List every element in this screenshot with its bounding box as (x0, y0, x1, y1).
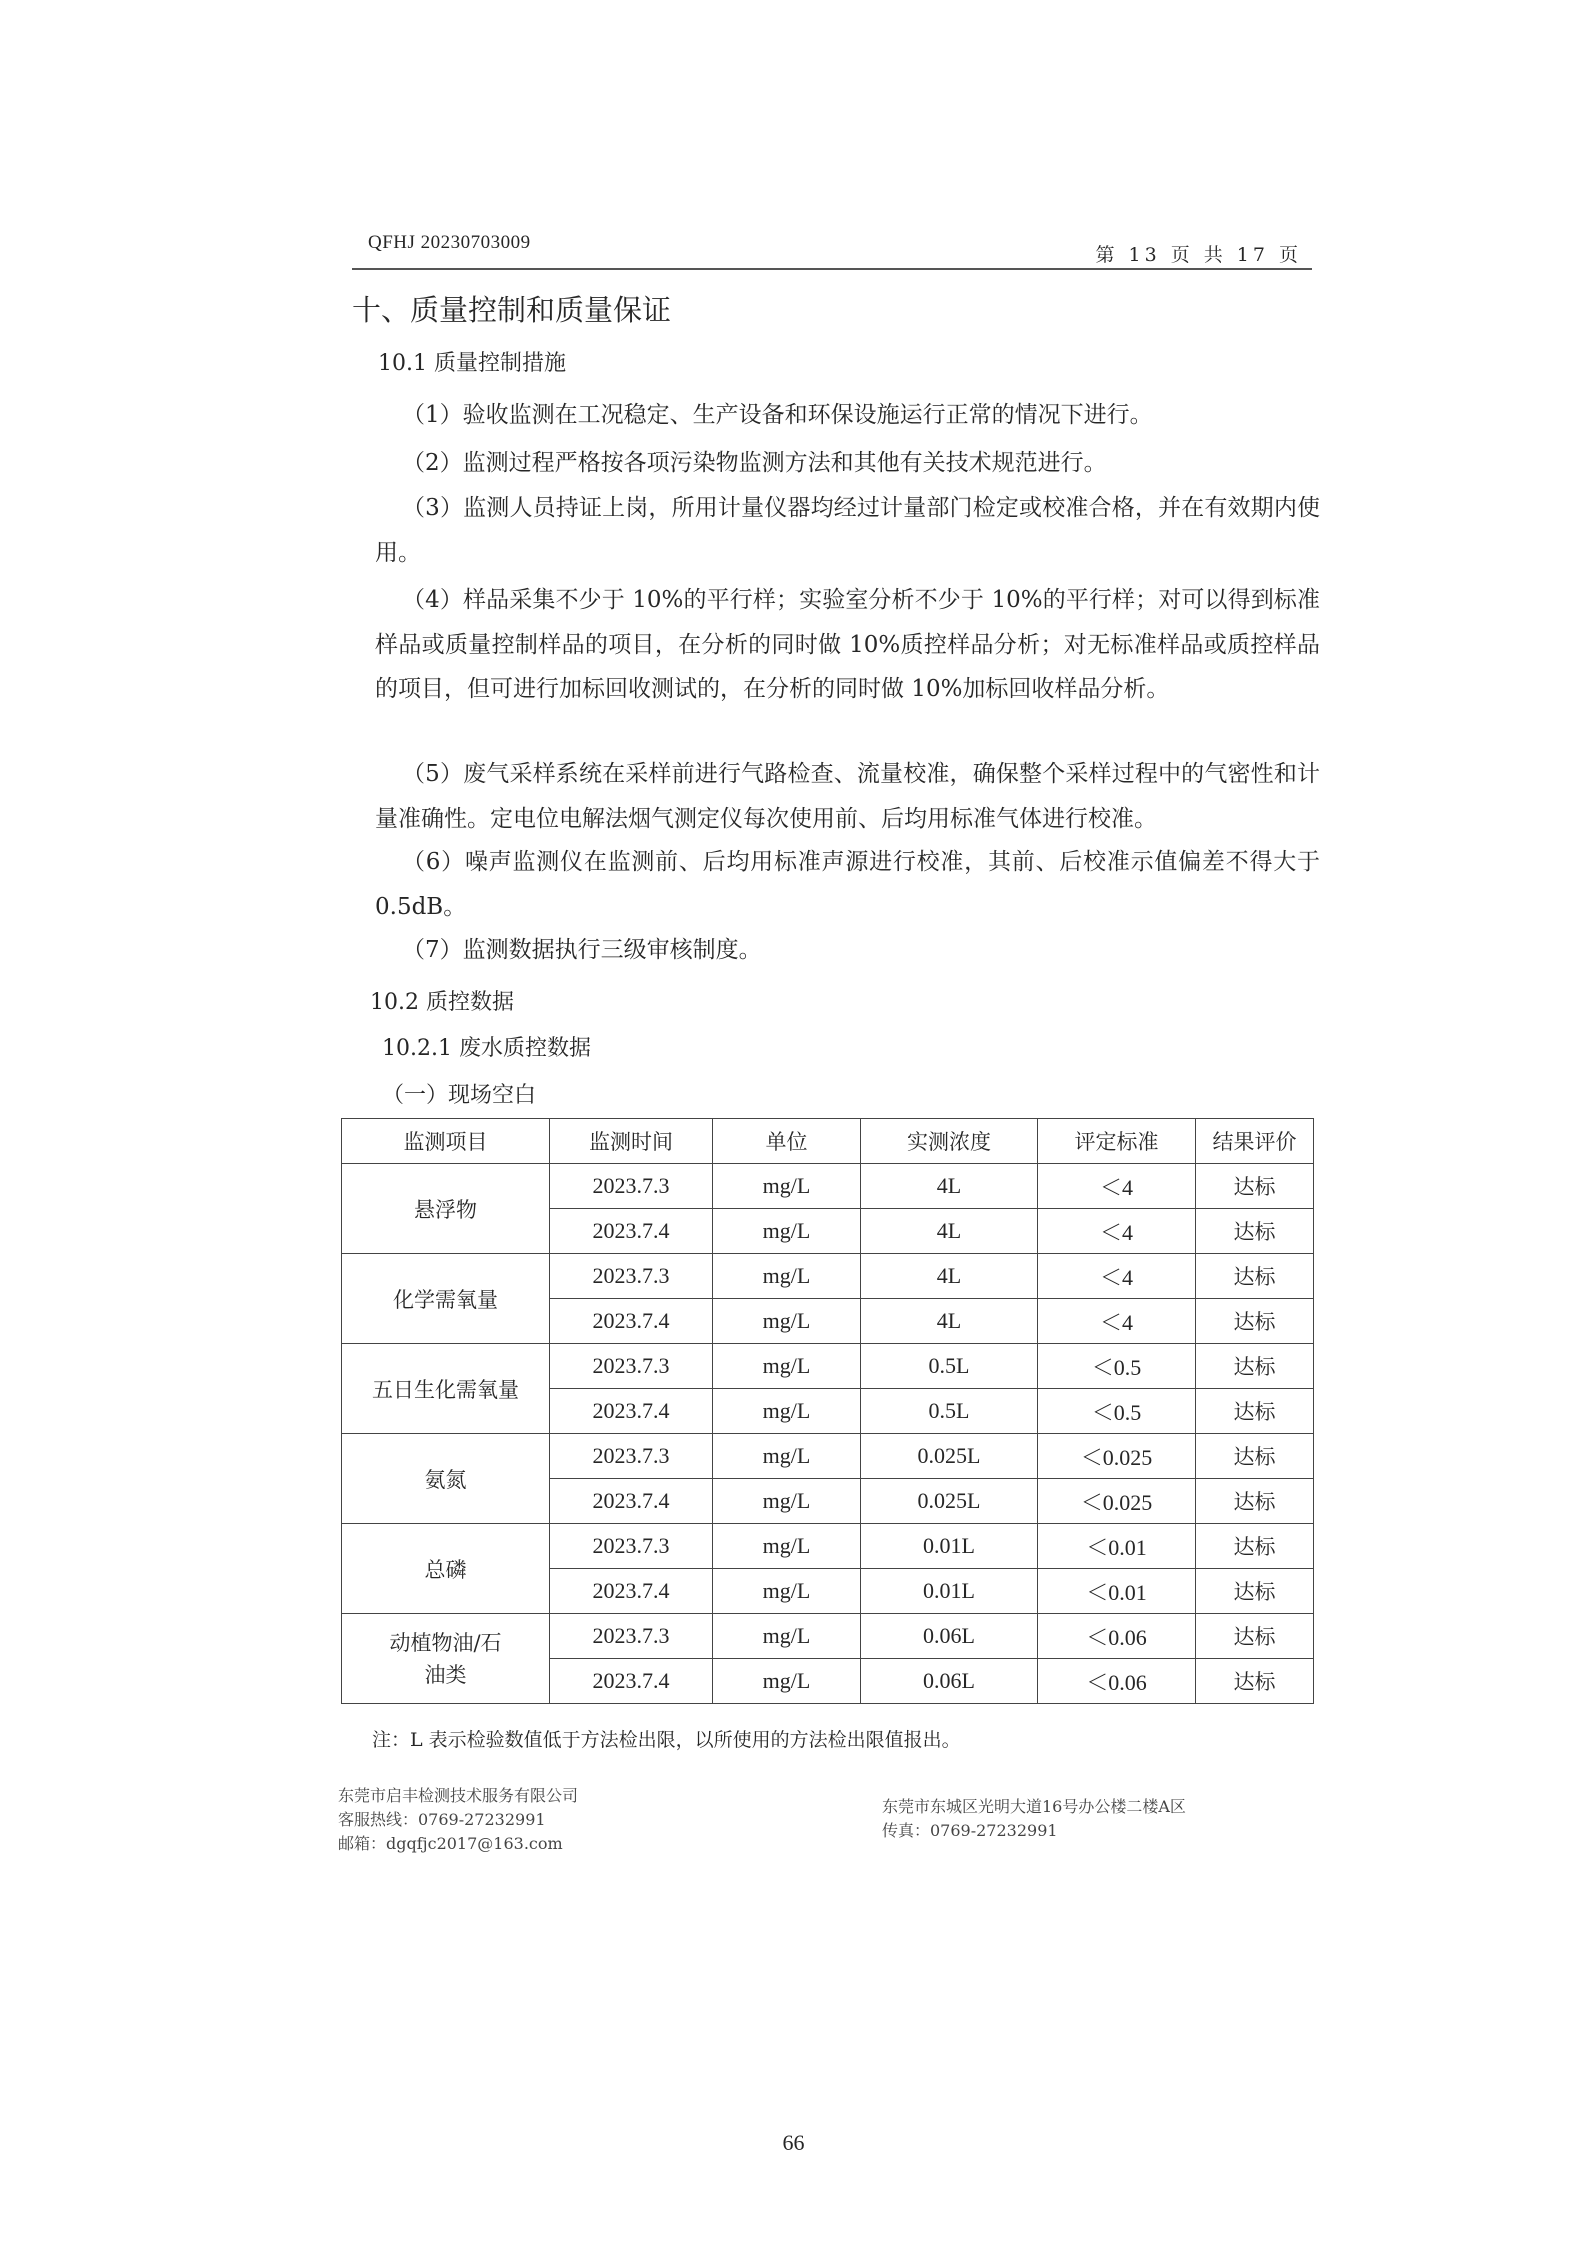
result-cell: 达标 (1196, 1479, 1314, 1524)
standard-cell: ＜0.025 (1038, 1479, 1196, 1524)
table-header-row (342, 1119, 1314, 1164)
col-header-result: 结果评价 (1196, 1119, 1314, 1164)
result-cell: 达标 (1196, 1299, 1314, 1344)
measure-4: （4）样品采集不少于 10%的平行样；实验室分析不少于 10%的平行样；对可以得到标准样品或质量控制样品的项目，在分析的同时做 10%质控样品分析；对无标准样品或质控样品的项目，但可进行加标回收测试的，在分析的同时做 10%加标回收样品分析。 (375, 587, 1320, 702)
unit-cell: mg/L (713, 1344, 861, 1389)
date-cell: 2023.7.3 (550, 1164, 713, 1209)
page-number: 66 (782, 2130, 805, 2155)
date-cell: 2023.7.4 (550, 1299, 713, 1344)
footer-right (882, 1795, 1186, 1843)
standard-cell: ＜4 (1038, 1254, 1196, 1299)
page-header (352, 228, 1312, 270)
standard-cell: ＜0.025 (1038, 1434, 1196, 1479)
result-cell: 达标 (1196, 1344, 1314, 1389)
unit-cell: mg/L (713, 1569, 861, 1614)
page-info: 第 13 页 共 17 页 (1095, 244, 1302, 266)
unit-cell: mg/L (713, 1479, 861, 1524)
col-header-time: 监测时间 (550, 1119, 713, 1164)
standard-cell: ＜0.01 (1038, 1524, 1196, 1569)
result-cell: 达标 (1196, 1389, 1314, 1434)
result-cell: 达标 (1196, 1659, 1314, 1704)
date-cell: 2023.7.4 (550, 1209, 713, 1254)
unit-cell: mg/L (713, 1164, 861, 1209)
table-row (342, 1164, 1314, 1209)
result-cell: 达标 (1196, 1164, 1314, 1209)
col-header-standard: 评定标准 (1038, 1119, 1196, 1164)
standard-cell: ＜4 (1038, 1164, 1196, 1209)
result-cell: 达标 (1196, 1434, 1314, 1479)
subsection-10-2-1: 10.2.1 废水质控数据 (382, 1036, 591, 1061)
unit-cell: mg/L (713, 1524, 861, 1569)
qc-data-table (341, 1118, 1314, 1704)
standard-cell: ＜0.06 (1038, 1614, 1196, 1659)
date-cell: 2023.7.4 (550, 1479, 713, 1524)
item-cell: 氨氮 (342, 1434, 550, 1524)
date-cell: 2023.7.4 (550, 1569, 713, 1614)
value-cell: 0.5L (861, 1344, 1038, 1389)
value-cell: 0.06L (861, 1659, 1038, 1704)
unit-cell: mg/L (713, 1614, 861, 1659)
fax: 传真：0769-27232991 (882, 1821, 1058, 1840)
standard-cell: ＜0.5 (1038, 1344, 1196, 1389)
subsection-10-1: 10.1 质量控制措施 (378, 351, 566, 376)
result-cell: 达标 (1196, 1254, 1314, 1299)
measure-7: （7）监测数据执行三级审核制度。 (402, 937, 762, 963)
standard-cell: ＜4 (1038, 1299, 1196, 1344)
standard-cell: ＜0.5 (1038, 1389, 1196, 1434)
measure-1: （1）验收监测在工况稳定、生产设备和环保设施运行正常的情况下进行。 (402, 402, 1153, 428)
table-title: （一）现场空白 (382, 1083, 537, 1108)
date-cell: 2023.7.3 (550, 1344, 713, 1389)
date-cell: 2023.7.4 (550, 1389, 713, 1434)
result-cell: 达标 (1196, 1569, 1314, 1614)
value-cell: 0.06L (861, 1614, 1038, 1659)
value-cell: 0.01L (861, 1524, 1038, 1569)
result-cell: 达标 (1196, 1209, 1314, 1254)
table-note: 注：L 表示检验数值低于方法检出限，以所使用的方法检出限值报出。 (372, 1729, 961, 1751)
date-cell: 2023.7.3 (550, 1614, 713, 1659)
report-code: QFHJ 20230703009 (368, 232, 531, 253)
measure-5: （5）废气采样系统在采样前进行气路检查、流量校准，确保整个采样过程中的气密性和计量准确性。定电位电解法烟气测定仪每次使用前、后均用标准气体进行校准。 (375, 761, 1320, 832)
standard-cell: ＜0.06 (1038, 1659, 1196, 1704)
table-row (342, 1524, 1314, 1569)
subsection-10-2: 10.2 质控数据 (370, 990, 514, 1015)
table-row (342, 1254, 1314, 1299)
measure-6: （6）噪声监测仪在监测前、后均用标准声源进行校准，其前、后校准示值偏差不得大于 0.5dB。 (375, 849, 1320, 920)
value-cell: 4L (861, 1299, 1038, 1344)
standard-cell: ＜0.01 (1038, 1569, 1196, 1614)
unit-cell: mg/L (713, 1254, 861, 1299)
value-cell: 4L (861, 1209, 1038, 1254)
unit-cell: mg/L (713, 1299, 861, 1344)
date-cell: 2023.7.3 (550, 1434, 713, 1479)
section-title: 十、质量控制和质量保证 (352, 293, 672, 327)
unit-cell: mg/L (713, 1389, 861, 1434)
hotline: 客服热线：0769-27232991 (338, 1810, 546, 1829)
value-cell: 0.01L (861, 1569, 1038, 1614)
value-cell: 0.025L (861, 1479, 1038, 1524)
value-cell: 4L (861, 1164, 1038, 1209)
unit-cell: mg/L (713, 1434, 861, 1479)
date-cell: 2023.7.3 (550, 1524, 713, 1569)
col-header-item: 监测项目 (342, 1119, 550, 1164)
value-cell: 0.025L (861, 1434, 1038, 1479)
email: 邮箱：dgqfjc2017@163.com (338, 1834, 563, 1853)
item-cell: 化学需氧量 (342, 1254, 550, 1344)
table-row (342, 1344, 1314, 1389)
result-cell: 达标 (1196, 1524, 1314, 1569)
footer-left (338, 1784, 578, 1856)
standard-cell: ＜4 (1038, 1209, 1196, 1254)
value-cell: 4L (861, 1254, 1038, 1299)
col-header-concentration: 实测浓度 (861, 1119, 1038, 1164)
item-cell: 动植物油/石油类 (342, 1614, 550, 1704)
item-cell: 五日生化需氧量 (342, 1344, 550, 1434)
unit-cell: mg/L (713, 1659, 861, 1704)
col-header-unit: 单位 (713, 1119, 861, 1164)
date-cell: 2023.7.4 (550, 1659, 713, 1704)
measure-2: （2）监测过程严格按各项污染物监测方法和其他有关技术规范进行。 (402, 450, 1107, 476)
address: 东莞市东城区光明大道16号办公楼二楼A区 (882, 1797, 1186, 1816)
item-cell: 悬浮物 (342, 1164, 550, 1254)
unit-cell: mg/L (713, 1209, 861, 1254)
value-cell: 0.5L (861, 1389, 1038, 1434)
company-name: 东莞市启丰检测技术服务有限公司 (338, 1786, 579, 1805)
table-row (342, 1434, 1314, 1479)
table-row (342, 1614, 1314, 1659)
result-cell: 达标 (1196, 1614, 1314, 1659)
item-cell: 总磷 (342, 1524, 550, 1614)
date-cell: 2023.7.3 (550, 1254, 713, 1299)
measure-3: （3）监测人员持证上岗，所用计量仪器均经过计量部门检定或校准合格，并在有效期内使用。 (375, 495, 1320, 566)
